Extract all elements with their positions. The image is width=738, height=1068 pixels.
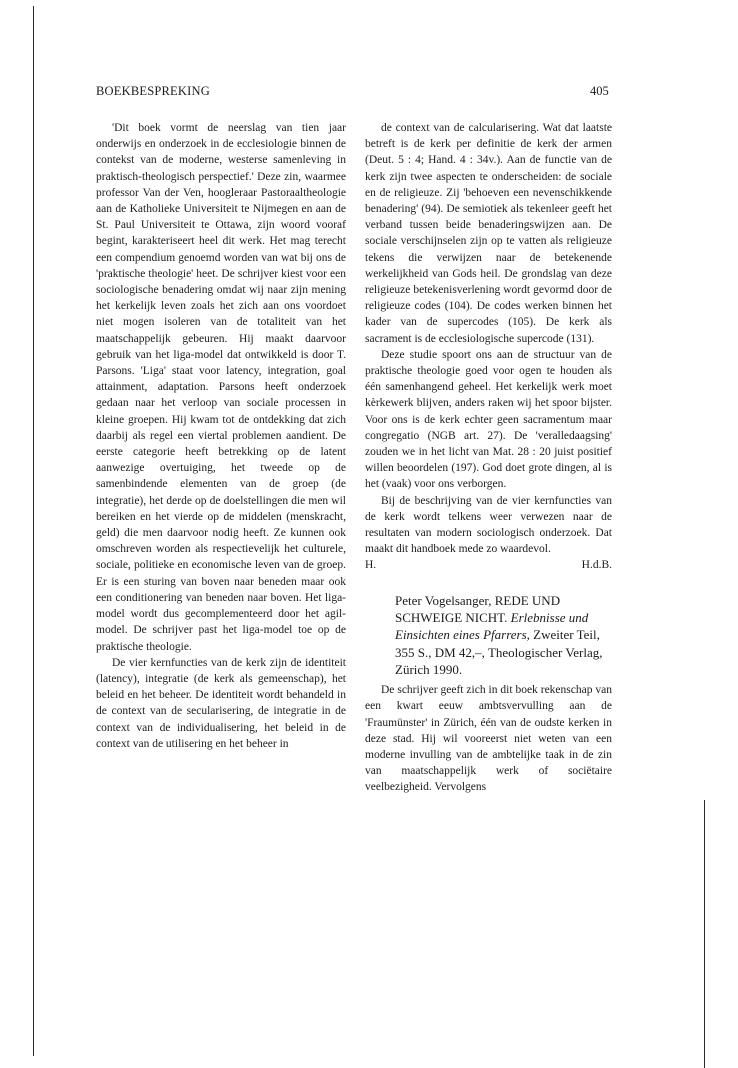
book-review-heading	[365, 592, 612, 678]
right-column	[365, 120, 612, 796]
paragraph: De vier kernfuncties van de kerk zijn de identiteit (latency), integratie (de kerk als gemeenschap), het beleid en het beheer. De identiteit wordt behandeld in de context van de secularisering, de integratie in de context van de individualisering, het beleid in de context van de utilisering en het beheer in	[96, 656, 346, 750]
book-author-title: Peter Vogelsanger, REDE UND SCHWEIGE NICHT.	[395, 592, 561, 625]
paragraph: 'Dit boek vormt de neerslag van tien jaar onderwijs en onderzoek in de ecclesiologie binnen de contekst van de moderne, westerse samenleving in praktisch-theologisch perspectief.' Deze zin, waarmee professor Van der Ven, hoogleraar Pastoraaltheologie aan de Katholieke Universiteit te Nijmegen en aan de St. Paul Universiteit te Ottawa, zijn woord vooraf begint, karakteriseert heel dit werk. Het mag terecht een compendium genoemd worden van wat bij ons de 'praktische theologie' heet. De schrijver kiest voor een sociologische benadering omdat wij naar zijn mening het kerkelijk leven zoals het zich aan ons voordoet niet mogen isoleren van de totaliteit van het maatschappelijk gebeuren. Hij maakt daarvoor gebruik van het liga-model dat ontwikkeld is door T. Parsons. 'Liga' staat voor latency, integration, goal attainment, adaptation. Parsons heeft onderzoek gedaan naar het verloop van sociale processen in kleine groepen. Hij kwam tot de ontdekking dat zich daarbij als regel een viertal problemen aandient. De eerste categorie heeft betrekking op de latent aanwezige overtuiging, het tweede op de samenbindende elementen van de groep (de integratie), het derde op de doelstellingen die men wil bereiken en het vierde op de middelen (menskracht, geld) die men daarvoor nodig heeft. Ze kunnen ook omschreven worden als respectievelijk het culturele, sociale, politieke en economische leven van de groep. Er is een sturing van boven naar beneden maar ook een conditionering van beneden naar boven. Het liga-model wordt dus gecomplementeerd door het agil-model. De schrijver past het liga-model toe op de praktische theologie.	[96, 122, 346, 653]
paragraph: De schrijver geeft zich in dit boek rekenschap van een kwart eeuw ambtsvervulling aan de 'Fraumünster' in Zürich, één van de oudste kerken in deze stad. Hij wil vooreerst niet weten van een moderne invulling van de ambtelijke taak in de zin van maatschappelijk werk of sociëtaire veelbezigheid. Vervolgens	[365, 684, 612, 794]
page-number: 405	[590, 84, 609, 98]
scan-edge-line	[33, 6, 34, 1056]
review-signature	[365, 557, 612, 573]
paragraph: de context van de calcularisering. Wat dat laatste betreft is de kerk per definitie de kerk der armen (Deut. 5 : 4; Hand. 4 : 34v.). Aan de functie van de kerk zijn twee aspecten te onderscheiden: de sociale en de religieuze. Zij 'behoeven een nevenschikkende benadering' (94). De semiotiek als tekenleer geeft het verband tussen beide benaderingswijzen aan. De sociale verschijnselen zijn op te vatten als religieuze tekens die verwijzen naar de betekenende werkelijkheid van Gods heil. De grondslag van deze religieuze betekenisverlening wordt gevormd door de religieuze codes (104). De codes werken binnen het kader van de supercodes (105). De kerk als sacrament is de ecclesiologische supercode (131).	[365, 122, 612, 345]
left-column	[96, 120, 346, 752]
paragraph: Deze studie spoort ons aan de structuur van de praktische theologie goed voor ogen te houden als één samenhangend geheel. Het kerkelijk werk moet kèrkewerk blijven, anders raken wij het spoor bijster. Voor ons is de kerk echter geen sacramentum maar congregatio (NGB art. 27). De 'veralledaagsing' zouden we in het licht van Mat. 28 : 20 juist positief willen beoordelen (197). God doet grote dingen, al is het (vaak) voor ons verborgen.	[365, 348, 612, 491]
scan-edge-line-right	[704, 800, 705, 1068]
running-header: BOEKBESPREKING	[96, 84, 210, 98]
book-subtitle: Erlebnisse und Einsichten eines Pfarrers,	[395, 609, 589, 643]
signature-author: H.d.B.	[581, 559, 612, 572]
paragraph: Bij de beschrijving van de vier kernfuncties van de kerk wordt telkens weer verwezen naar de resultaten van modern sociologisch onderzoek. Dat maakt dit handboek mede zo waardevol.	[365, 494, 612, 556]
signature-initial: H.	[365, 559, 377, 572]
book-publication-info: Zweiter Teil, 355 S., DM 42,–, Theologischer Verlag, Zürich 1990.	[395, 627, 603, 677]
